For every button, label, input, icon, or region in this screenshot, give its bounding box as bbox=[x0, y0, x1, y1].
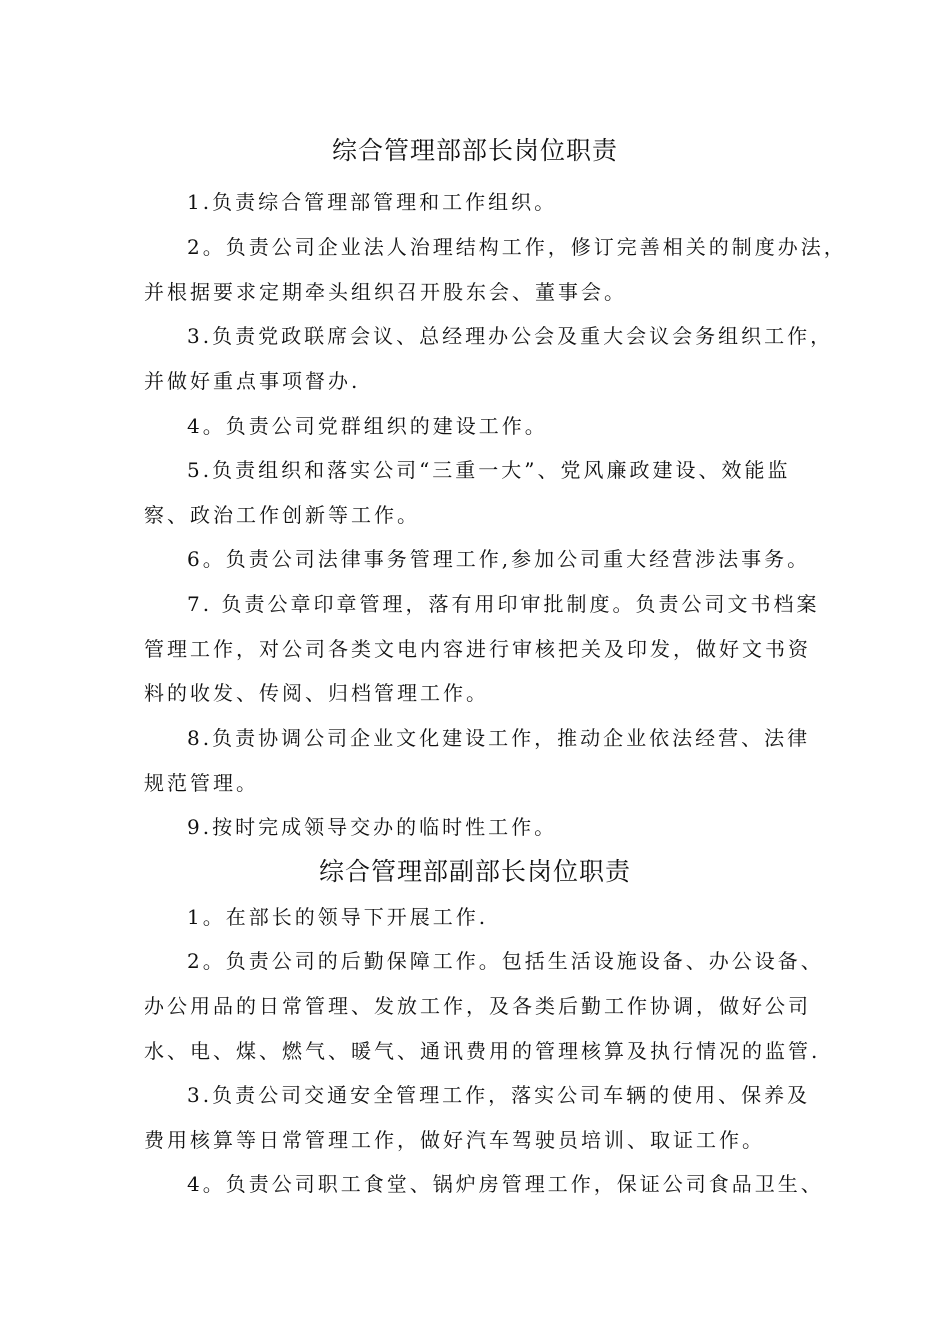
duty-line: 1.负责综合管理部管理和工作组织。 bbox=[187, 190, 558, 214]
duty-line: 6。负责公司法律事务管理工作,参加公司重大经营涉法事务。 bbox=[187, 547, 811, 571]
duty-line: 3.负责公司交通安全管理工作，落实公司车辆的使用、保养及 bbox=[187, 1083, 811, 1107]
duty-line: 4。负责公司职工食堂、锅炉房管理工作，保证公司食品卫生、 bbox=[187, 1172, 824, 1196]
duty-line: 7. 负责公章印章管理，落有用印审批制度。负责公司文书档案 bbox=[187, 592, 820, 616]
duty-line: 2。负责公司企业法人治理结构工作，修订完善相关的制度办法， bbox=[187, 235, 847, 259]
duty-line: 4。负责公司党群组织的建设工作。 bbox=[187, 414, 548, 438]
duty-line: 9.按时完成领导交办的临时性工作。 bbox=[187, 815, 558, 839]
duty-line: 2。负责公司的后勤保障工作。包括生活设施设备、办公设备、 bbox=[187, 949, 824, 973]
section-title-deputy-director: 综合管理部副部长岗位职责 bbox=[318, 857, 631, 886]
duty-line: 察、政治工作创新等工作。 bbox=[144, 503, 420, 527]
duty-line: 费用核算等日常管理工作，做好汽车驾驶员培训、取证工作。 bbox=[144, 1128, 765, 1152]
duty-line: 3.负责党政联席会议、总经理办公会及重大会议会务组织工作， bbox=[187, 324, 834, 348]
duty-line: 并根据要求定期牵头组织召开股东会、董事会。 bbox=[144, 280, 627, 304]
duty-line: 8.负责协调公司企业文化建设工作，推动企业依法经营、法律 bbox=[187, 726, 811, 750]
duty-line: 1。在部长的领导下开展工作. bbox=[187, 905, 489, 929]
duty-line: 办公用品的日常管理、发放工作，及各类后勤工作协调，做好公司 bbox=[144, 994, 811, 1018]
section-title-director: 综合管理部部长岗位职责 bbox=[331, 136, 618, 165]
duty-line: 料的收发、传阅、归档管理工作。 bbox=[144, 681, 489, 705]
duty-line: 管理工作，对公司各类文电内容进行审核把关及印发，做好文书资 bbox=[144, 637, 811, 661]
duty-line: 并做好重点事项督办. bbox=[144, 369, 361, 393]
duty-line: 5.负责组织和落实公司“三重一大”、党风廉政建设、效能监 bbox=[187, 458, 791, 482]
duty-line: 规范管理。 bbox=[144, 771, 259, 795]
duty-line: 水、电、煤、燃气、暖气、通讯费用的管理核算及执行情况的监管. bbox=[144, 1039, 821, 1063]
